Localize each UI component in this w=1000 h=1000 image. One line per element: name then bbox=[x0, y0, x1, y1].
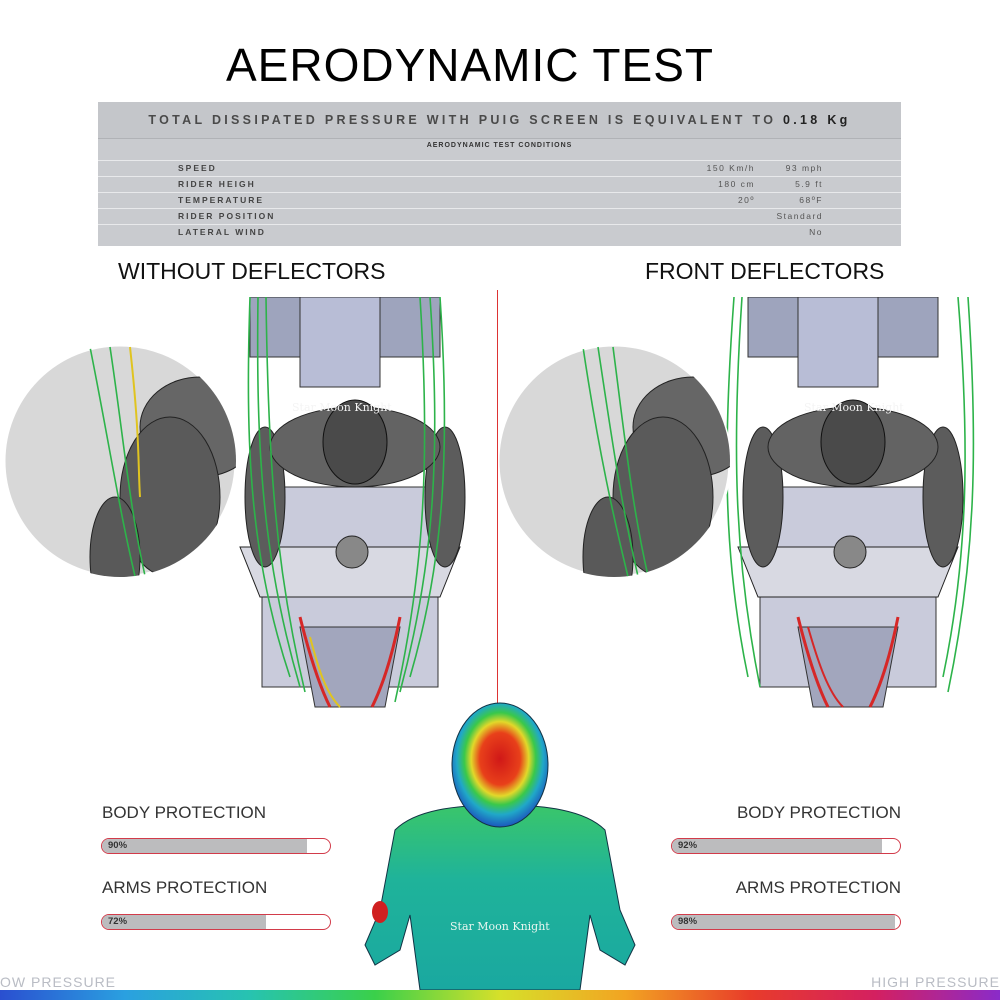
pressure-color-scale bbox=[0, 990, 1000, 1000]
pressure-map-figure bbox=[335, 700, 665, 990]
meter-fill bbox=[672, 915, 895, 929]
right-zoom-circle bbox=[498, 345, 753, 617]
condition-metric: 20º bbox=[737, 195, 755, 205]
condition-label: SPEED bbox=[178, 163, 217, 173]
meter-percent: 90% bbox=[108, 840, 128, 851]
left-zoom-circle bbox=[4, 345, 260, 617]
watermark-text: Star Moon Knight bbox=[450, 920, 550, 933]
right-arms-protection-meter bbox=[671, 914, 901, 930]
without-deflectors-heading: WITHOUT DEFLECTORS bbox=[118, 258, 386, 284]
condition-imperial: 93 mph bbox=[785, 163, 823, 173]
page-title: AERODYNAMIC TEST bbox=[226, 39, 714, 91]
condition-metric: 180 cm bbox=[718, 179, 755, 189]
meter-fill bbox=[672, 839, 882, 853]
dissipated-pressure-value: 0.18 Kg bbox=[783, 113, 851, 127]
meter-fill bbox=[102, 839, 307, 853]
left-body-protection-label: BODY PROTECTION bbox=[102, 803, 267, 822]
left-arms-protection-label: ARMS PROTECTION bbox=[102, 878, 268, 897]
condition-row bbox=[98, 192, 901, 208]
high-pressure-label: HIGH PRESSURE bbox=[871, 974, 1000, 990]
condition-row bbox=[98, 208, 901, 224]
condition-label: LATERAL WIND bbox=[178, 227, 266, 237]
condition-row bbox=[98, 176, 901, 192]
condition-label: TEMPERATURE bbox=[178, 195, 265, 205]
right-body-protection-label: BODY PROTECTION bbox=[736, 803, 901, 822]
meter-percent: 72% bbox=[108, 916, 128, 927]
right-body-protection-meter bbox=[671, 838, 901, 854]
meter-percent: 92% bbox=[678, 840, 698, 851]
watermark-text: Star Moon Knight bbox=[804, 401, 904, 414]
right-simulation-image bbox=[498, 297, 1000, 717]
condition-imperial: No bbox=[809, 227, 823, 237]
left-body-protection-meter bbox=[101, 838, 331, 854]
front-deflectors-heading: FRONT DEFLECTORS bbox=[645, 258, 885, 284]
condition-imperial: Standard bbox=[776, 211, 823, 221]
left-simulation-image bbox=[0, 297, 497, 717]
condition-label: RIDER HEIGH bbox=[178, 179, 256, 189]
condition-imperial: 68ºF bbox=[799, 195, 823, 205]
dissipated-pressure-banner bbox=[98, 102, 901, 139]
left-arms-protection-meter bbox=[101, 914, 331, 930]
condition-row bbox=[98, 160, 901, 176]
condition-row bbox=[98, 224, 901, 240]
right-arms-protection-label: ARMS PROTECTION bbox=[735, 878, 901, 897]
low-pressure-label: OW PRESSURE bbox=[0, 974, 117, 990]
meter-percent: 98% bbox=[678, 916, 698, 927]
condition-label: RIDER POSITION bbox=[178, 211, 276, 221]
test-summary-panel bbox=[98, 102, 901, 246]
conditions-title: AERODYNAMIC TEST CONDITIONS bbox=[426, 142, 573, 149]
condition-imperial: 5.9 ft bbox=[795, 179, 823, 189]
dissipated-pressure-text: TOTAL DISSIPATED PRESSURE WITH PUIG SCREEN IS EQUIVALENT TO bbox=[148, 113, 777, 127]
watermark-text: Star Moon Knight bbox=[292, 401, 392, 414]
condition-metric: 150 Km/h bbox=[706, 163, 755, 173]
